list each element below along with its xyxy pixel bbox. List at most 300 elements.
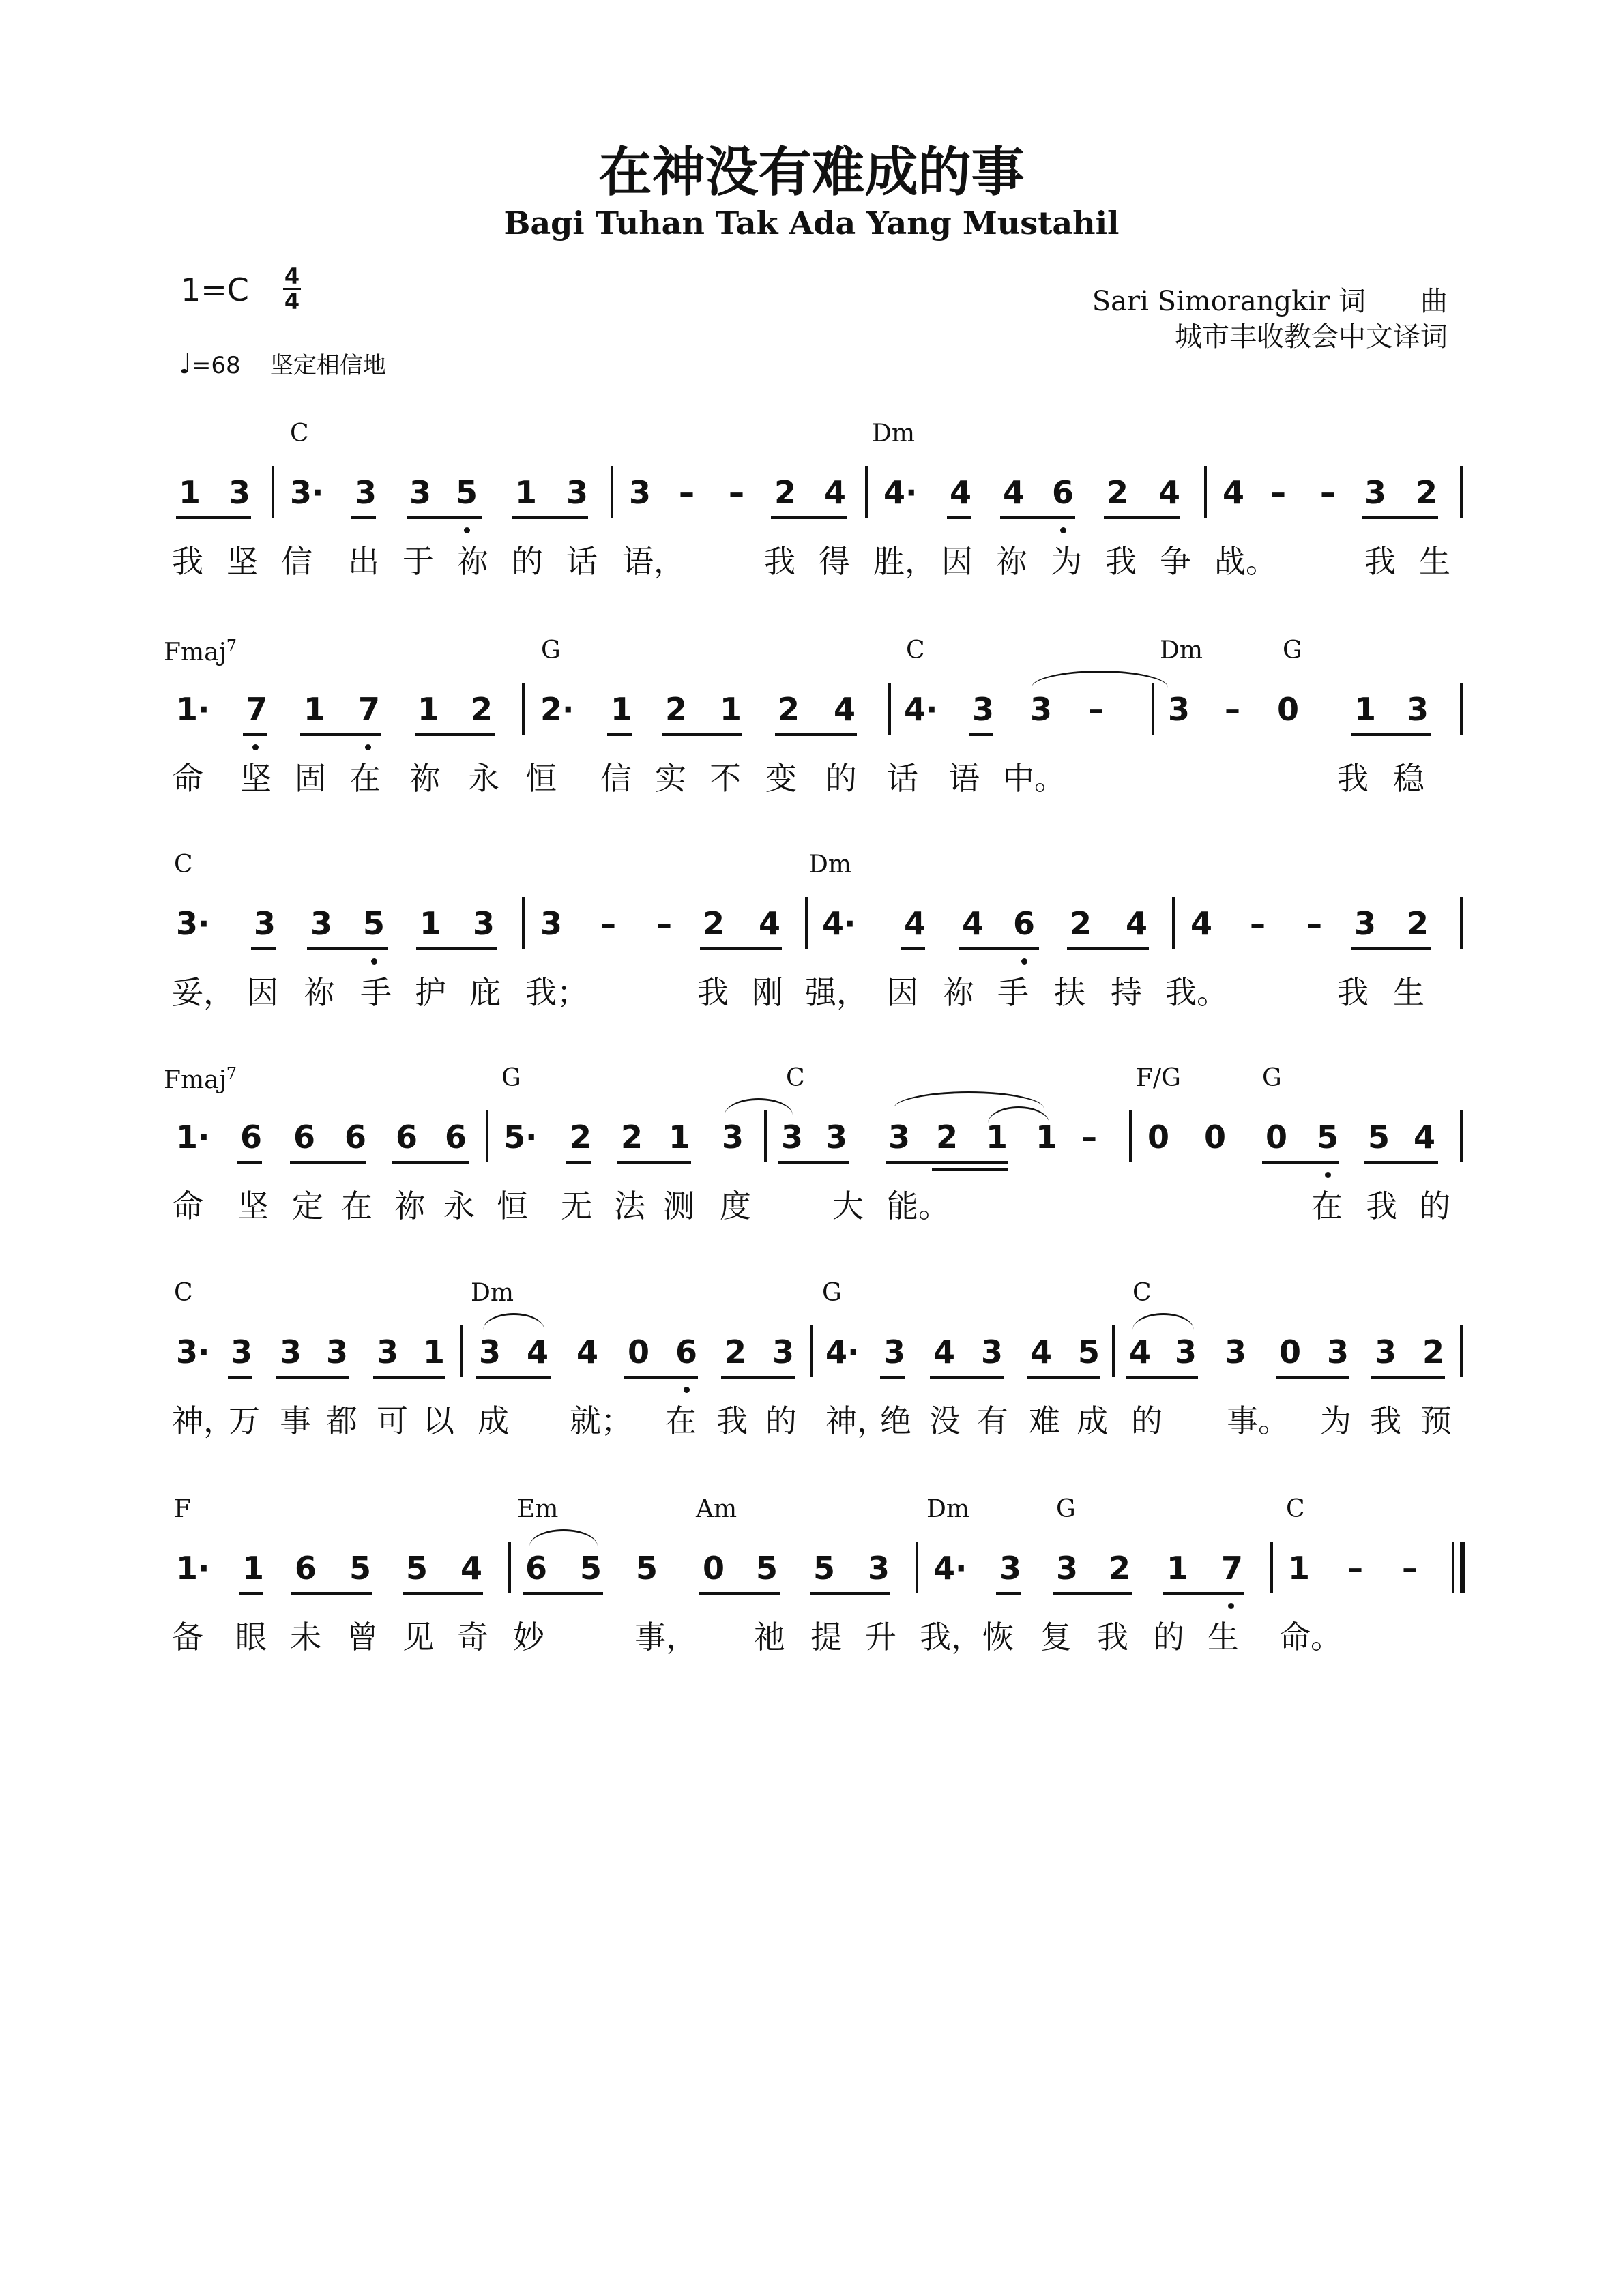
jianpu-note: 1 (515, 474, 538, 511)
chord-symbol: Fmaj$^7$ (164, 636, 237, 666)
beam-underline (291, 1592, 372, 1595)
jianpu-note: 6 (295, 1550, 317, 1587)
lyric-syllable: 未 (290, 1619, 321, 1655)
beam-underline (243, 733, 267, 736)
jianpu-note: – (1225, 691, 1240, 728)
lyric-syllable: 命 (172, 760, 203, 797)
lyric-syllable: 定 (292, 1188, 323, 1224)
jianpu-note: 2 (665, 691, 688, 728)
lyric-syllable: 出 (348, 543, 379, 580)
jianpu-note: 5 (813, 1550, 836, 1587)
chord-symbol: Dm (872, 420, 915, 447)
beam-underline (700, 947, 782, 950)
lyric-syllable: 妥， (172, 974, 235, 1011)
jianpu-note: 0 (628, 1334, 650, 1370)
bar-line (764, 1110, 767, 1162)
jianpu-note: 5 (1078, 1334, 1100, 1370)
jianpu-note: 0 (1279, 1334, 1302, 1370)
slur-tie (1132, 1313, 1194, 1330)
beam-underline (607, 733, 632, 736)
jianpu-note: 2 (725, 1334, 747, 1370)
notation-row (0, 691, 1623, 759)
jianpu-note: 3· (290, 474, 324, 511)
lyric-syllable: 中。 (1003, 760, 1066, 797)
jianpu-note: 2 (936, 1119, 959, 1156)
beam-underline (415, 733, 495, 736)
lyric-row (0, 968, 1623, 1016)
jianpu-note: 3 (825, 1119, 848, 1156)
jianpu-note: 2 (774, 474, 797, 511)
lyric-syllable: 坚 (226, 543, 258, 580)
lyric-syllable: 变 (765, 760, 797, 797)
jianpu-note: – (600, 905, 616, 942)
lyric-syllable: 因 (247, 974, 278, 1011)
notation-row (0, 474, 1623, 542)
beam-underline (778, 1161, 849, 1164)
jianpu-note: 6 (240, 1119, 263, 1156)
jianpu-note: 2 (471, 691, 493, 728)
jianpu-note: 0 (1204, 1119, 1227, 1156)
beam-underline (1027, 1376, 1100, 1379)
jianpu-note: 3 (310, 905, 333, 942)
beam-underline (996, 1592, 1021, 1595)
lyric-syllable: 祢 (996, 543, 1027, 580)
beam-underline (476, 1376, 551, 1379)
lyric-syllable: 恒 (497, 1188, 528, 1224)
jianpu-note: 3 (1225, 1334, 1247, 1370)
lyric-syllable: 祢 (304, 974, 335, 1011)
jianpu-note: 2 (778, 691, 800, 728)
beam-underline (523, 1592, 603, 1595)
lyric-row (0, 1396, 1623, 1444)
chord-symbol: Em (517, 1495, 559, 1523)
jianpu-note: 4 (933, 1334, 956, 1370)
key-signature: 1=C (181, 271, 249, 308)
beam-underline (403, 1592, 483, 1595)
beam-underline (1276, 1376, 1349, 1379)
lower-octave-dot (1060, 527, 1066, 533)
bar-line (272, 466, 274, 518)
beam-underline (228, 1376, 252, 1379)
chord-symbol: Fmaj$^7$ (164, 1064, 237, 1094)
jianpu-note: 3 (1375, 1334, 1397, 1370)
jianpu-note: 1· (176, 1119, 210, 1156)
jianpu-note: 1 (423, 1334, 445, 1370)
chord-symbol: Dm (1160, 636, 1203, 664)
lyric-syllable: 法 (614, 1188, 645, 1224)
beam-underline (1053, 1592, 1132, 1595)
bar-line (1112, 1325, 1115, 1377)
jianpu-note: 4· (825, 1334, 860, 1370)
chord-symbol: C (174, 851, 193, 879)
beam-underline (880, 1376, 905, 1379)
jianpu-note: 2· (540, 691, 574, 728)
jianpu-note: 3 (1030, 691, 1053, 728)
bar-line (1172, 897, 1175, 949)
lyric-syllable: 万 (229, 1402, 260, 1439)
bar-line (865, 466, 868, 518)
jianpu-note: 3 (377, 1334, 399, 1370)
lyric-syllable: 复 (1040, 1619, 1072, 1655)
lyric-syllable: 实 (655, 760, 686, 797)
lyric-syllable: 难 (1029, 1402, 1060, 1439)
lyric-syllable: 祂 (754, 1619, 785, 1655)
tempo-marking (179, 347, 386, 380)
beam-underline (1126, 1376, 1198, 1379)
jianpu-note: 5 (1368, 1119, 1390, 1156)
chord-symbol: G (501, 1064, 521, 1092)
lyric-syllable: 升 (865, 1619, 896, 1655)
jianpu-note: 7 (358, 691, 381, 728)
lyric-syllable: 生 (1419, 543, 1450, 580)
lyric-syllable: 我 (172, 543, 203, 580)
beam-underline (932, 1168, 1008, 1171)
beam-underline (176, 516, 251, 519)
chord-symbol: G (822, 1279, 842, 1307)
jianpu-note: 3 (629, 474, 652, 511)
beam-underline (1351, 947, 1431, 950)
lyric-syllable: 的 (1419, 1188, 1450, 1224)
beam-underline (969, 733, 993, 736)
lyric-syllable: 我 (716, 1402, 748, 1439)
lyric-syllable: 扶 (1054, 974, 1085, 1011)
jianpu-note: 5 (406, 1550, 428, 1587)
jianpu-note: 6 (345, 1119, 367, 1156)
chord-symbol: F (174, 1495, 191, 1523)
beam-underline (699, 1592, 780, 1595)
lyric-syllable: 绝 (880, 1402, 911, 1439)
jianpu-note: 5 (456, 474, 478, 511)
beam-underline (1351, 733, 1431, 736)
beam-underline (810, 1592, 890, 1595)
lyric-syllable: 事 (280, 1402, 311, 1439)
lyric-syllable: 妙 (513, 1619, 544, 1655)
lyric-syllable: 见 (403, 1619, 434, 1655)
lyric-syllable: 手 (997, 974, 1029, 1011)
jianpu-note: 3· (176, 1334, 210, 1370)
chord-symbol: Dm (471, 1279, 514, 1307)
lyric-syllable: 祢 (394, 1188, 426, 1224)
lyric-syllable: 因 (887, 974, 918, 1011)
lower-octave-dot (1325, 1172, 1331, 1178)
jianpu-note: 2 (703, 905, 725, 942)
lyric-syllable: 话 (566, 543, 598, 580)
jianpu-note: 1 (611, 691, 633, 728)
bar-line (1270, 1542, 1273, 1593)
lyric-syllable: 没 (929, 1402, 961, 1439)
lyric-syllable: 信 (600, 760, 632, 797)
lyric-syllable: 都 (326, 1402, 357, 1439)
song-title: 在神没有难成的事 (598, 141, 1025, 203)
lyric-syllable: 坚 (240, 760, 272, 797)
beam-underline (276, 1376, 349, 1379)
jianpu-note: 3· (176, 905, 210, 942)
jianpu-note: 2 (1422, 1334, 1445, 1370)
lyric-syllable: 就； (570, 1402, 632, 1439)
lyric-syllable: 的 (512, 543, 543, 580)
beam-underline (1067, 947, 1149, 950)
jianpu-note: 1 (242, 1550, 265, 1587)
lower-octave-dot (1021, 958, 1027, 965)
beam-underline (239, 1592, 263, 1595)
bar-line (611, 466, 613, 518)
lyric-syllable: 预 (1420, 1402, 1452, 1439)
jianpu-note: 2 (1109, 1550, 1131, 1587)
bar-line (1204, 466, 1207, 518)
bar-line (1460, 466, 1463, 518)
jianpu-note: 4 (1414, 1119, 1436, 1156)
beam-underline (775, 733, 857, 736)
jianpu-note: 6 (293, 1119, 316, 1156)
lyric-syllable: 成 (478, 1402, 509, 1439)
lyric-syllable: 的 (765, 1402, 797, 1439)
jianpu-note: 4 (834, 691, 856, 728)
jianpu-note: 1· (176, 1550, 210, 1587)
jianpu-note: – (1088, 691, 1104, 728)
lyric-syllable: 祢 (457, 543, 488, 580)
lyric-syllable: 我 (1364, 543, 1396, 580)
beam-underline (351, 516, 376, 519)
jianpu-note: 1 (418, 691, 440, 728)
jianpu-note: 3 (1407, 691, 1429, 728)
song-subtitle: Bagi Tuhan Tak Ada Yang Mustahil (503, 205, 1120, 241)
chord-symbol: G (1262, 1064, 1282, 1092)
bar-line (522, 683, 525, 735)
jianpu-note: 3 (868, 1550, 890, 1587)
quarter-note-icon: ♩ (179, 349, 192, 380)
lower-octave-dot (684, 1387, 690, 1393)
lyric-syllable: 祢 (943, 974, 974, 1011)
jianpu-note: 1 (304, 691, 326, 728)
chord-symbol: C (1286, 1495, 1305, 1523)
beam-underline (566, 1161, 591, 1164)
lyric-syllable: 神， (172, 1402, 235, 1439)
bar-line (486, 1110, 488, 1162)
lower-octave-dot (365, 744, 371, 750)
jianpu-note: 2 (570, 1119, 592, 1156)
jianpu-note: 2 (621, 1119, 643, 1156)
lyric-syllable: 庇 (469, 974, 501, 1011)
meter-bottom: 4 (284, 289, 300, 314)
lyric-syllable: 永 (468, 760, 499, 797)
bar-line (805, 897, 808, 949)
beam-underline (1163, 1592, 1244, 1595)
beam-underline (1371, 1376, 1445, 1379)
lyric-row (0, 1613, 1623, 1660)
beam-underline (290, 1161, 366, 1164)
jianpu-note: 5 (756, 1550, 778, 1587)
jianpu-note: 1 (1288, 1550, 1311, 1587)
chord-symbol: G (1056, 1495, 1076, 1523)
jianpu-note: 4 (1190, 905, 1213, 942)
jianpu-note: 5· (503, 1119, 538, 1156)
jianpu-note: – (1402, 1550, 1418, 1587)
bar-line (916, 1542, 918, 1593)
jianpu-note: 0 (703, 1550, 725, 1587)
score-line-2 (0, 636, 1623, 841)
jianpu-note: 3 (772, 1334, 795, 1370)
bar-line (522, 897, 525, 949)
jianpu-note: 2 (1107, 474, 1129, 511)
lyric-syllable: 因 (941, 543, 973, 580)
lyric-syllable: 强， (805, 974, 868, 1011)
lyric-syllable: 恢 (982, 1619, 1014, 1655)
lyric-syllable: 持 (1111, 974, 1142, 1011)
chord-symbol: Dm (808, 851, 851, 879)
lyric-syllable: 坚 (237, 1188, 269, 1224)
slur-tie (483, 1313, 544, 1330)
jianpu-note: 3 (254, 905, 276, 942)
jianpu-note: 6 (675, 1334, 698, 1370)
jianpu-note: 1 (720, 691, 742, 728)
lyric-syllable: 曾 (347, 1619, 378, 1655)
score-line-6 (0, 1495, 1623, 1700)
beam-underline (237, 1161, 262, 1164)
jianpu-note: 5 (1317, 1119, 1339, 1156)
jianpu-note: 1 (179, 474, 201, 511)
beam-underline (617, 1161, 691, 1164)
notation-row (0, 1119, 1623, 1187)
credit-translation: 城市丰收教会中文译词 (1175, 321, 1448, 353)
lyric-syllable: 生 (1208, 1619, 1239, 1655)
jianpu-note: 4 (1223, 474, 1245, 511)
jianpu-note: 4 (527, 1334, 549, 1370)
slur-tie (529, 1529, 598, 1546)
jianpu-note: 3 (781, 1119, 804, 1156)
lower-octave-dot (371, 958, 377, 965)
bar-line (888, 683, 891, 735)
lyric-syllable: 信 (281, 543, 312, 580)
lyric-syllable: 不 (710, 760, 741, 797)
bar-line (810, 1325, 813, 1377)
lyric-syllable: 为 (1320, 1402, 1351, 1439)
bar-line (1460, 683, 1463, 735)
lyric-syllable: 语 (948, 760, 980, 797)
chord-symbol: Am (696, 1495, 737, 1523)
jianpu-note: 4 (576, 1334, 599, 1370)
jianpu-note: 1 (986, 1119, 1008, 1156)
jianpu-note: 3 (999, 1550, 1022, 1587)
lyric-syllable: 我； (525, 974, 588, 1011)
jianpu-note: 2 (1407, 905, 1429, 942)
jianpu-note: 0 (1266, 1119, 1288, 1156)
score-line-4 (0, 1064, 1623, 1269)
beam-underline (1000, 516, 1075, 519)
jianpu-note: 4 (904, 905, 926, 942)
jianpu-note: 0 (1147, 1119, 1170, 1156)
beam-underline (416, 947, 497, 950)
time-signature (283, 265, 301, 313)
lyric-syllable: 在 (341, 1188, 372, 1224)
jianpu-note: 5 (349, 1550, 372, 1587)
lyric-syllable: 恒 (525, 760, 557, 797)
lyric-syllable: 我 (1337, 974, 1369, 1011)
jianpu-note: – (679, 474, 694, 511)
chord-symbol: G (1283, 636, 1302, 664)
lyric-row (0, 754, 1623, 801)
jianpu-note: 7 (1221, 1550, 1244, 1587)
bar-line (1152, 683, 1154, 735)
lyric-syllable: 以 (423, 1402, 454, 1439)
lyric-syllable: 提 (810, 1619, 842, 1655)
jianpu-note: 2 (1416, 474, 1438, 511)
lower-octave-dot (252, 744, 259, 750)
jianpu-note: 4 (950, 474, 972, 511)
jianpu-note: 5 (580, 1550, 602, 1587)
lower-octave-dot (1228, 1603, 1234, 1609)
lyric-syllable: 话 (887, 760, 918, 797)
jianpu-note: 3 (1364, 474, 1387, 511)
expression-text: 坚定相信地 (269, 352, 386, 379)
lyric-syllable: 能。 (887, 1188, 950, 1224)
jianpu-note: 4 (962, 905, 984, 942)
jianpu-note: – (656, 905, 672, 942)
beam-underline (662, 733, 742, 736)
jianpu-note: 3 (566, 474, 589, 511)
chord-symbol: F/G (1136, 1064, 1181, 1092)
jianpu-note: 5 (636, 1550, 658, 1587)
lyric-syllable: 我 (1366, 1188, 1397, 1224)
jianpu-note: 3 (1354, 905, 1377, 942)
beam-underline (300, 733, 381, 736)
lyric-syllable: 我 (1097, 1619, 1128, 1655)
lyric-syllable: 生 (1393, 974, 1424, 1011)
jianpu-note: – (729, 474, 744, 511)
jianpu-note: 3 (1175, 1334, 1197, 1370)
lyric-syllable: 得 (819, 543, 850, 580)
jianpu-note: 6 (1052, 474, 1074, 511)
bar-line (460, 1325, 463, 1377)
jianpu-note: 3 (1056, 1550, 1079, 1587)
meter-top: 4 (284, 263, 300, 289)
lyric-syllable: 奇 (457, 1619, 488, 1655)
jianpu-note: 3 (326, 1334, 349, 1370)
jianpu-note: 6 (445, 1119, 467, 1156)
jianpu-note: – (1306, 905, 1322, 942)
lyric-syllable: 事， (634, 1619, 697, 1655)
lyric-syllable: 备 (172, 1619, 203, 1655)
jianpu-note: 4· (822, 905, 856, 942)
lyric-syllable: 我 (697, 974, 729, 1011)
jianpu-note: 1 (1036, 1119, 1058, 1156)
jianpu-note: 1· (176, 691, 210, 728)
beam-underline (1362, 516, 1438, 519)
beam-underline (1364, 1161, 1438, 1164)
jianpu-note: 1 (669, 1119, 691, 1156)
jianpu-note: 0 (1277, 691, 1300, 728)
lyric-syllable: 的 (825, 760, 857, 797)
lyric-syllable: 祢 (409, 760, 441, 797)
bar-line (1452, 1542, 1454, 1593)
notation-row (0, 1550, 1623, 1618)
bar-line (1460, 897, 1463, 949)
lyric-syllable: 我， (920, 1619, 982, 1655)
lower-octave-dot (464, 527, 470, 533)
score-line-3 (0, 851, 1623, 1055)
jianpu-note: – (1347, 1550, 1363, 1587)
lyric-syllable: 语， (622, 543, 685, 580)
jianpu-note: 3 (473, 905, 495, 942)
chord-symbol: C (174, 1279, 193, 1307)
notation-row (0, 1334, 1623, 1402)
lyric-syllable: 我 (764, 543, 795, 580)
lyric-syllable: 测 (663, 1188, 694, 1224)
bar-line (508, 1542, 511, 1593)
jianpu-note: 4· (883, 474, 918, 511)
lyric-syllable: 命 (172, 1188, 203, 1224)
jianpu-note: 3 (1168, 691, 1190, 728)
chord-symbol: Dm (926, 1495, 969, 1523)
